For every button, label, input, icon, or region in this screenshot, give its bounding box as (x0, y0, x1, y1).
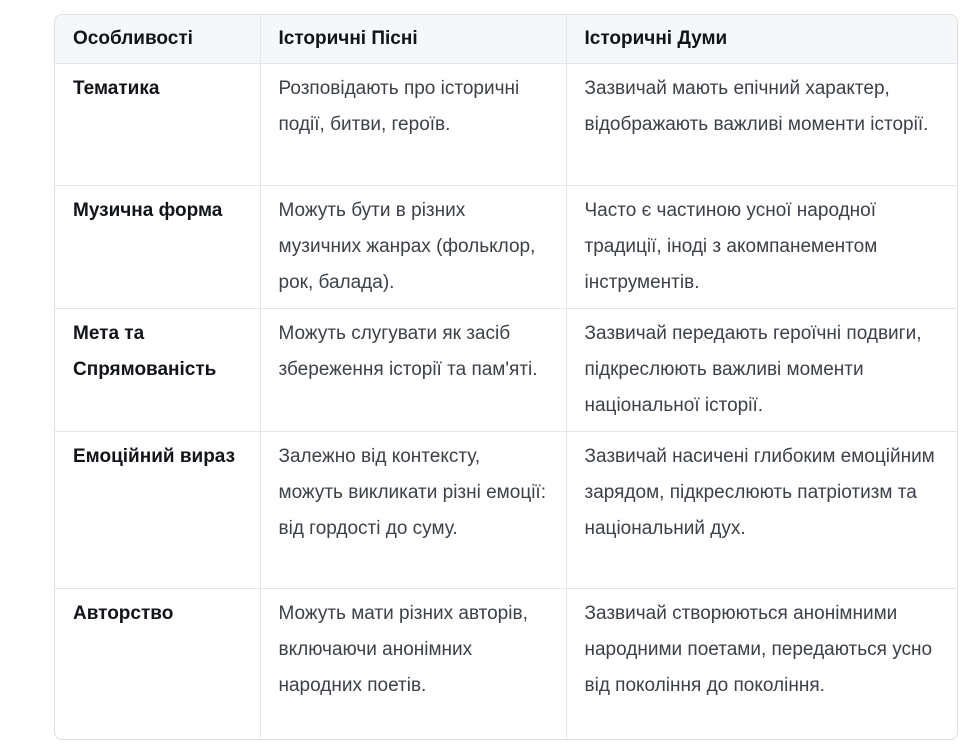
row-songs-cell: Можуть бути в різних музичних жанрах (фольклор, рок, балада). (260, 186, 566, 309)
row-songs-cell: Можуть мати різних авторів, включаючи анонімних народних поетів. (260, 589, 566, 741)
table-header-row (55, 15, 958, 64)
row-songs-cell: Розповідають про історичні події, битви, героїв. (260, 64, 566, 186)
table-header (55, 15, 958, 64)
row-dumy-cell: Часто є частиною усної народної традиції, іноді з акомпанементом інструментів. (566, 186, 958, 309)
table-body (55, 64, 958, 741)
table-row (55, 309, 958, 432)
row-songs-cell: Залежно від контексту, можуть викликати різні емоції: від гордості до суму. (260, 432, 566, 589)
row-dumy-cell: Зазвичай мають епічний характер, відображають важливі моменти історії. (566, 64, 958, 186)
table-row (55, 64, 958, 186)
row-feature-cell: Тематика (55, 64, 260, 186)
row-feature-cell: Авторство (55, 589, 260, 741)
comparison-table-container (54, 14, 958, 740)
table-row (55, 589, 958, 741)
row-dumy-cell: Зазвичай насичені глибоким емоційним зарядом, підкреслюють патріотизм та національний дух. (566, 432, 958, 589)
table-row (55, 186, 958, 309)
row-feature-cell: Музична форма (55, 186, 260, 309)
header-historical-dumy: Історичні Думи (566, 15, 958, 64)
header-historical-songs: Історичні Пісні (260, 15, 566, 64)
row-dumy-cell: Зазвичай створюються анонімними народними поетами, передаються усно від покоління до покоління. (584, 603, 933, 696)
row-dumy-cell: Зазвичай передають героїчні подвиги, підкреслюють важливі моменти національної історії. (566, 309, 958, 432)
row-songs-cell: Можуть слугувати як засіб збереження історії та пам'яті. (260, 309, 566, 432)
table-row (55, 432, 958, 589)
comparison-table (55, 15, 958, 740)
row-feature-cell: Мета та Спрямованість (55, 309, 260, 432)
row-feature-cell: Емоційний вираз (55, 432, 260, 589)
header-features: Особливості (55, 15, 260, 64)
